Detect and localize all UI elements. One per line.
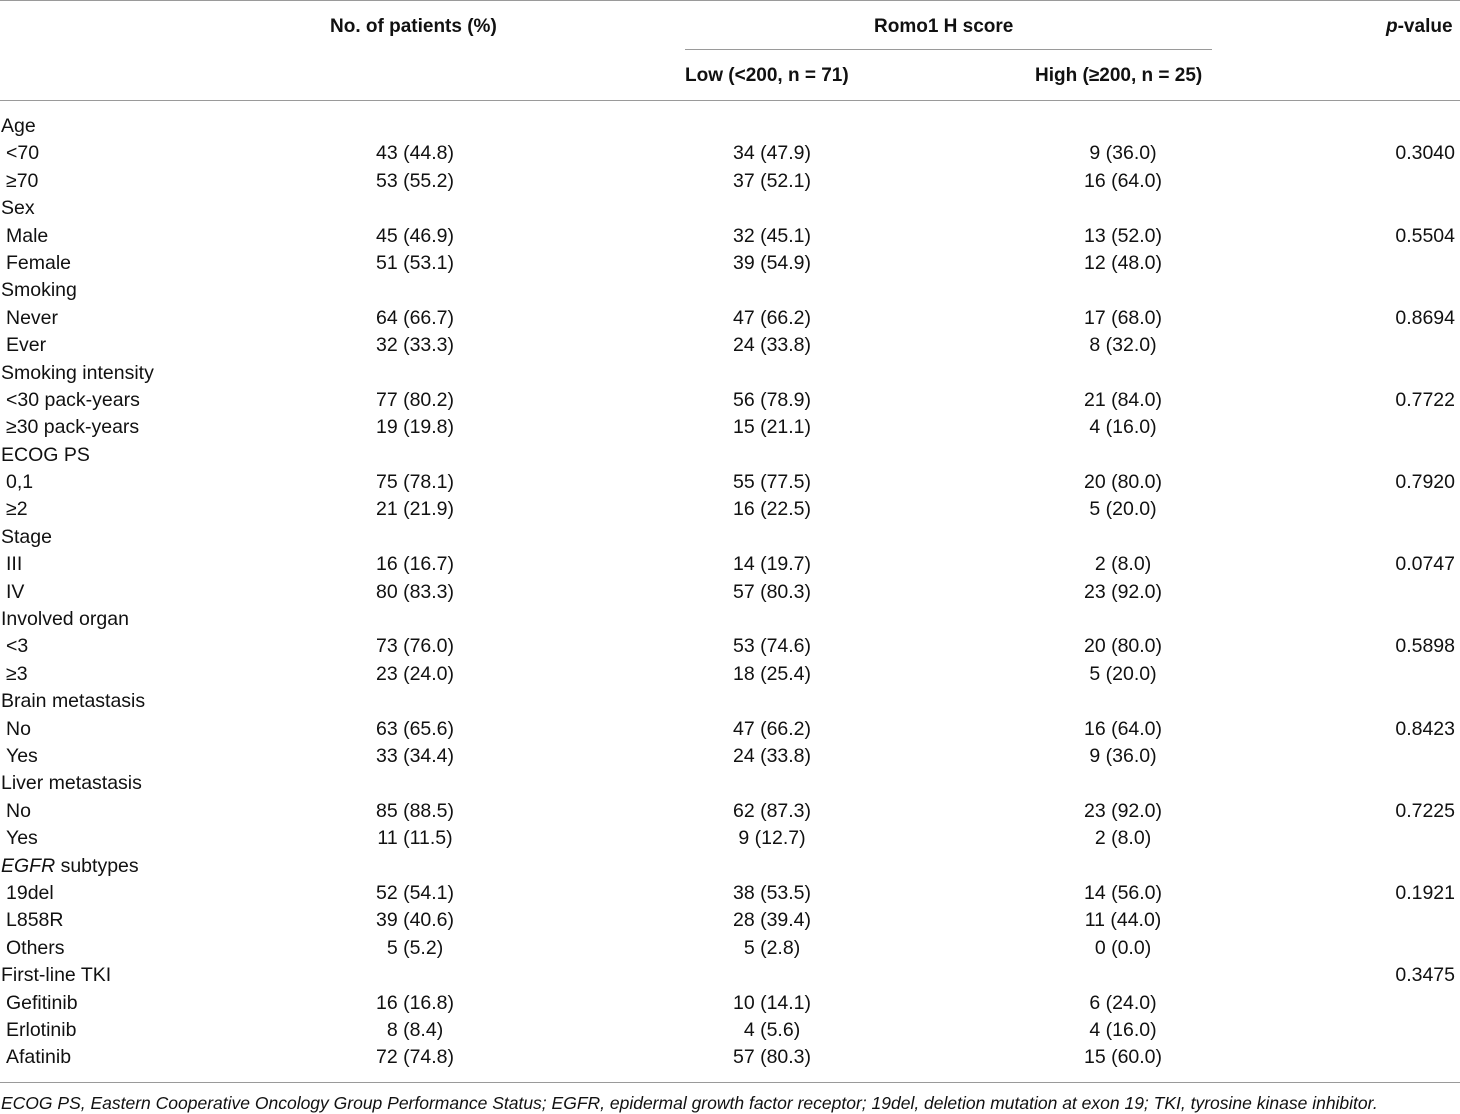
row-label: Yes: [6, 827, 38, 850]
cell-patients: 21 (21.9): [375, 498, 455, 521]
row-label: ≥3: [6, 662, 28, 685]
table-row: [0, 332, 1460, 359]
footnote: ECOG PS, Eastern Cooperative Oncology Group Performance Status; EGFR, epidermal growth factor receptor; 19del, deletion mutation at exon 19; TKI, tyrosine kinase inhibitor.: [1, 1093, 1378, 1113]
table-group-row: [0, 113, 1460, 140]
table-group-row: [0, 524, 1460, 551]
table-row: [0, 633, 1460, 660]
row-label: Afatinib: [6, 1046, 72, 1069]
cell-p-value: 0.8694: [1395, 306, 1455, 329]
header-romo1-h-score: Romo1 H score: [874, 16, 1014, 37]
cell-low: 10 (14.1): [732, 991, 812, 1014]
cell-low: 55 (77.5): [732, 471, 812, 494]
cell-p-value: 0.7722: [1395, 388, 1455, 411]
header-group-rule: [685, 49, 1212, 50]
table-row: [0, 1044, 1460, 1071]
cell-patients: 23 (24.0): [375, 662, 455, 685]
cell-high: 16 (64.0): [1083, 169, 1163, 192]
table-row: [0, 935, 1460, 962]
cell-patients: 33 (34.4): [375, 744, 455, 767]
cell-patients: 51 (53.1): [375, 251, 455, 274]
cell-low: 37 (52.1): [732, 169, 812, 192]
cell-high: 8 (32.0): [1089, 334, 1157, 357]
row-label: Others: [6, 936, 65, 959]
cell-low: 14 (19.7): [732, 553, 812, 576]
cell-patients: 19 (19.8): [375, 416, 455, 439]
header-low: Low (<200, n = 71): [685, 65, 849, 86]
row-label: Age: [1, 115, 36, 137]
cell-low: 24 (33.8): [732, 744, 812, 767]
row-label: Ever: [6, 334, 47, 357]
table-row: [0, 990, 1460, 1017]
row-label-italic: EGFR: [1, 854, 56, 877]
cell-low: 39 (54.9): [732, 251, 812, 274]
header-high: High (≥200, n = 25): [1035, 65, 1203, 86]
row-label: 0,1: [6, 471, 34, 494]
cell-low: 47 (66.2): [732, 717, 812, 740]
table-row: [0, 716, 1460, 743]
cell-high: 4 (16.0): [1089, 1018, 1157, 1041]
row-label: Smoking: [1, 279, 77, 302]
cell-low: 53 (74.6): [732, 635, 812, 658]
cell-high: 13 (52.0): [1083, 224, 1163, 247]
cell-high: 5 (20.0): [1089, 498, 1157, 521]
cell-patients: 53 (55.2): [375, 169, 455, 192]
cell-patients: 16 (16.8): [375, 991, 455, 1014]
row-label: <30 pack-years: [6, 388, 140, 411]
cell-patients: 64 (66.7): [375, 306, 455, 329]
row-label: Liver metastasis: [1, 772, 142, 795]
cell-p-value: 0.3475: [1395, 964, 1455, 987]
row-label: Sex: [1, 197, 35, 220]
table-row: [0, 880, 1460, 907]
cell-high: 15 (60.0): [1083, 1046, 1163, 1069]
row-label: Male: [6, 224, 49, 247]
cell-patients: 85 (88.5): [375, 799, 455, 822]
cell-low: 16 (22.5): [732, 498, 812, 521]
table-row: [0, 825, 1460, 852]
row-label: Gefitinib: [6, 991, 78, 1014]
table-row: [0, 387, 1460, 414]
table-group-row: [0, 195, 1460, 222]
cell-high: 9 (36.0): [1089, 744, 1157, 767]
row-label: First-line TKI: [1, 964, 112, 987]
cell-p-value: 0.5898: [1395, 635, 1455, 658]
row-label: Erlotinib: [6, 1018, 77, 1041]
row-label: Brain metastasis: [1, 690, 146, 713]
row-label: Stage: [1, 525, 52, 548]
cell-high: 23 (92.0): [1083, 799, 1163, 822]
row-label: 19del: [6, 881, 54, 904]
cell-low: 24 (33.8): [732, 334, 812, 357]
cell-high: 2 (8.0): [1094, 827, 1152, 850]
table-group-row: [0, 962, 1460, 989]
table-group-row: [0, 688, 1460, 715]
table-row: [0, 743, 1460, 770]
cell-patients: 52 (54.1): [375, 881, 455, 904]
table-top-rule: [0, 0, 1460, 1]
header-p-rest: -value: [1397, 16, 1453, 37]
cell-high: 5 (20.0): [1089, 662, 1157, 685]
cell-low: 5 (2.8): [743, 936, 801, 959]
cell-high: 21 (84.0): [1083, 388, 1163, 411]
cell-p-value: 0.5504: [1395, 224, 1455, 247]
cell-low: 38 (53.5): [732, 881, 812, 904]
table-row: [0, 496, 1460, 523]
cell-low: 62 (87.3): [732, 799, 812, 822]
table-row: [0, 1017, 1460, 1044]
row-label: <3: [6, 635, 29, 658]
cell-low: 4 (5.6): [743, 1018, 801, 1041]
cell-patients: 43 (44.8): [375, 142, 455, 165]
cell-patients: 11 (11.5): [377, 827, 453, 850]
table-row: [0, 907, 1460, 934]
cell-high: 17 (68.0): [1083, 306, 1163, 329]
row-label: Smoking intensity: [1, 361, 154, 384]
cell-patients: 80 (83.3): [375, 580, 455, 603]
table-row: [0, 798, 1460, 825]
row-label: IV: [6, 580, 25, 603]
table-group-row: [0, 770, 1460, 797]
cell-high: 9 (36.0): [1089, 142, 1157, 165]
table-row: [0, 661, 1460, 688]
cell-high: 0 (0.0): [1094, 936, 1152, 959]
cell-low: 28 (39.4): [732, 909, 812, 932]
row-label: III: [6, 553, 23, 576]
table-group-row: [0, 442, 1460, 469]
row-label: Female: [6, 251, 72, 274]
cell-low: 47 (66.2): [732, 306, 812, 329]
cell-patients: 16 (16.7): [375, 553, 455, 576]
row-label: ≥30 pack-years: [6, 416, 140, 439]
cell-patients: 5 (5.2): [386, 936, 444, 959]
header-p-italic: p: [1386, 16, 1398, 37]
header-patients: No. of patients (%): [330, 16, 497, 37]
table-row: [0, 551, 1460, 578]
row-label: Involved organ: [1, 608, 129, 631]
table-row: [0, 140, 1460, 167]
cell-high: 4 (16.0): [1089, 416, 1157, 439]
cell-patients: 45 (46.9): [375, 224, 455, 247]
table-group-row: [0, 853, 1460, 880]
table-row: [0, 223, 1460, 250]
cell-high: 11 (44.0): [1084, 909, 1162, 932]
cell-low: 15 (21.1): [732, 416, 812, 439]
table-group-row: [0, 360, 1460, 387]
cell-high: 6 (24.0): [1089, 991, 1157, 1014]
cell-patients: 77 (80.2): [375, 388, 455, 411]
table-body: [0, 113, 1460, 1072]
row-label: Yes: [6, 744, 38, 767]
table-bottom-rule: [0, 1082, 1460, 1083]
cell-low: 18 (25.4): [732, 662, 812, 685]
cell-low: 9 (12.7): [738, 827, 806, 850]
cell-high: 16 (64.0): [1083, 717, 1163, 740]
row-label: [1, 853, 139, 880]
cell-patients: 75 (78.1): [375, 471, 455, 494]
cell-low: 56 (78.9): [732, 388, 812, 411]
row-label: ≥2: [6, 498, 28, 521]
cell-p-value: 0.7920: [1395, 471, 1455, 494]
cell-p-value: 0.8423: [1395, 717, 1455, 740]
cell-high: 12 (48.0): [1083, 251, 1163, 274]
cell-patients: 32 (33.3): [375, 334, 455, 357]
cell-high: 14 (56.0): [1083, 881, 1163, 904]
cell-p-value: 0.0747: [1395, 553, 1455, 576]
table-row: [0, 469, 1460, 496]
table-group-row: [0, 606, 1460, 633]
table-row: [0, 579, 1460, 606]
cell-patients: 8 (8.4): [386, 1018, 444, 1041]
row-label: L858R: [6, 909, 64, 932]
row-label: <70: [6, 142, 40, 165]
cell-patients: 72 (74.8): [375, 1046, 455, 1069]
cell-high: 20 (80.0): [1083, 635, 1163, 658]
cell-p-value: 0.7225: [1395, 799, 1455, 822]
table-row: [0, 168, 1460, 195]
table-row: [0, 305, 1460, 332]
cell-p-value: 0.3040: [1395, 142, 1455, 165]
cell-patients: 73 (76.0): [375, 635, 455, 658]
cell-low: 34 (47.9): [732, 142, 812, 165]
cell-high: 20 (80.0): [1083, 471, 1163, 494]
cell-low: 57 (80.3): [732, 580, 812, 603]
cell-p-value: 0.1921: [1395, 881, 1455, 904]
cell-patients: 63 (65.6): [375, 717, 455, 740]
row-label: ECOG PS: [1, 443, 90, 466]
table-row: [0, 250, 1460, 277]
row-label: No: [6, 717, 31, 740]
cell-low: 32 (45.1): [732, 224, 812, 247]
header-bottom-rule: [0, 100, 1460, 101]
table-row: [0, 414, 1460, 441]
cell-low: 57 (80.3): [732, 1046, 812, 1069]
cell-high: 23 (92.0): [1083, 580, 1163, 603]
row-label: No: [6, 799, 31, 822]
table-group-row: [0, 277, 1460, 304]
row-label-rest: subtypes: [55, 854, 139, 877]
row-label: ≥70: [6, 169, 39, 192]
header-p-value: [1386, 16, 1453, 38]
cell-high: 2 (8.0): [1094, 553, 1152, 576]
cell-patients: 39 (40.6): [375, 909, 455, 932]
row-label: Never: [6, 306, 59, 329]
